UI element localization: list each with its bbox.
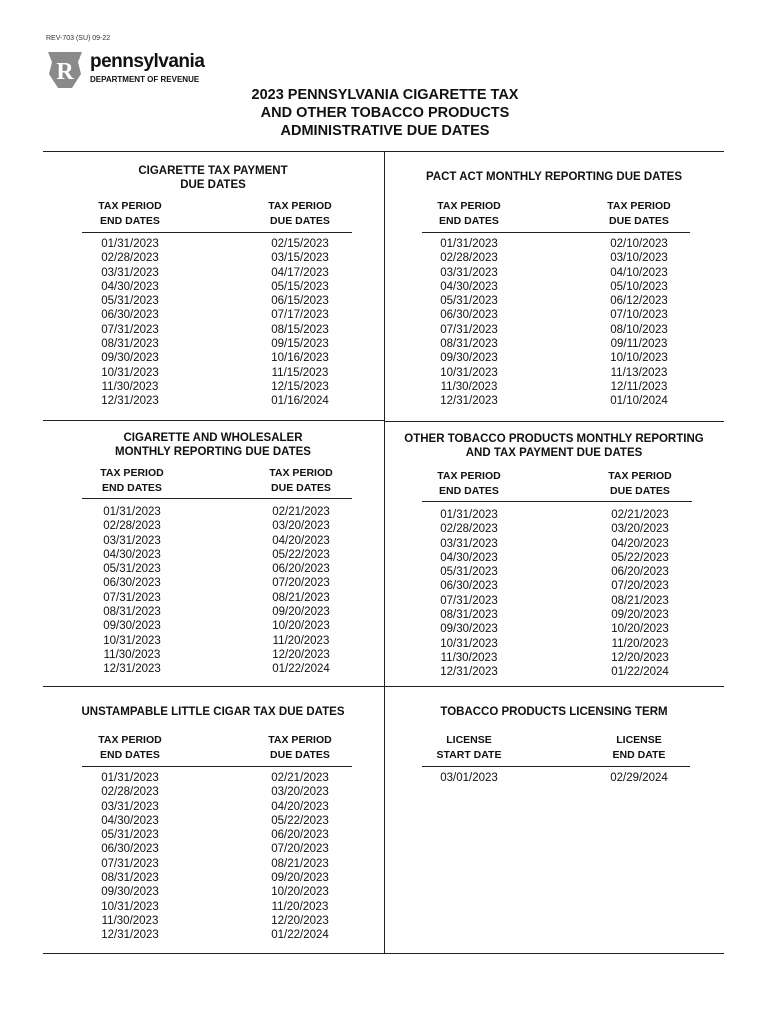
- date-cell: 05/22/2023: [271, 814, 329, 827]
- date-cell: 04/17/2023: [271, 266, 329, 279]
- right-date-list: [585, 508, 695, 680]
- date-cell: 02/21/2023: [611, 509, 669, 521]
- column-header-rule: [82, 232, 352, 233]
- section-title-line: DUE DATES: [180, 179, 246, 191]
- date-cell: 08/21/2023: [272, 591, 330, 604]
- column-header-line: LICENSE: [616, 734, 662, 746]
- divider-vertical: [384, 151, 385, 953]
- date-cell: 01/31/2023: [440, 509, 498, 521]
- section-title-line: UNSTAMPABLE LITTLE CIGAR TAX DUE DATES: [81, 706, 345, 718]
- little-cigar-section-title: [43, 705, 383, 719]
- column-header-line: TAX PERIOD: [268, 200, 332, 212]
- date-cell: 12/11/2023: [610, 380, 668, 393]
- section-title-line: PACT ACT MONTHLY REPORTING DUE DATES: [426, 171, 682, 183]
- date-cell: 11/30/2023: [103, 648, 161, 661]
- date-cell: 10/16/2023: [271, 352, 329, 365]
- right-date-list: [584, 771, 694, 785]
- date-cell: 06/30/2023: [103, 577, 161, 590]
- left-column-header: [75, 199, 185, 229]
- date-cell: 10/20/2023: [271, 886, 329, 899]
- date-cell: 03/15/2023: [271, 252, 329, 265]
- date-cell: 09/11/2023: [610, 338, 668, 351]
- date-cell: 07/20/2023: [271, 843, 329, 856]
- left-column-header: [75, 733, 185, 763]
- column-header-line: DUE DATES: [271, 482, 331, 494]
- date-cell: 03/20/2023: [271, 786, 329, 799]
- date-cell: 04/30/2023: [440, 280, 498, 293]
- date-cell: 07/17/2023: [271, 309, 329, 322]
- date-cell: 10/31/2023: [101, 900, 159, 913]
- date-cell: 11/30/2023: [440, 380, 498, 393]
- date-cell: 02/28/2023: [101, 252, 159, 265]
- section-title-line: TOBACCO PRODUCTS LICENSING TERM: [440, 706, 668, 718]
- date-cell: 06/30/2023: [101, 843, 159, 856]
- section-title-line: CIGARETTE AND WHOLESALER: [123, 432, 303, 444]
- column-header-line: TAX PERIOD: [98, 734, 162, 746]
- column-header-line: END DATE: [612, 749, 666, 761]
- column-header-line: END DATES: [100, 215, 160, 227]
- logo-department: DEPARTMENT OF REVENUE: [90, 75, 200, 84]
- date-cell: 01/22/2024: [272, 663, 330, 676]
- right-column-header: [245, 733, 355, 763]
- column-header-line: LICENSE: [446, 734, 492, 746]
- svg-text:R: R: [56, 59, 74, 85]
- date-cell: 11/20/2023: [272, 634, 330, 647]
- date-cell: 06/15/2023: [271, 295, 329, 308]
- right-column-header: [585, 469, 695, 499]
- column-header-line: DUE DATES: [609, 215, 669, 227]
- date-cell: 09/30/2023: [440, 623, 498, 636]
- date-cell: 03/31/2023: [103, 534, 161, 547]
- date-cell: 02/15/2023: [271, 238, 329, 250]
- column-header-line: TAX PERIOD: [268, 734, 332, 746]
- page-title: [0, 86, 770, 140]
- column-header-rule: [422, 501, 692, 502]
- date-cell: 08/31/2023: [440, 609, 498, 622]
- date-cell: 07/31/2023: [101, 323, 159, 336]
- date-cell: 08/21/2023: [611, 594, 669, 607]
- date-cell: 12/31/2023: [101, 929, 159, 942]
- date-cell: 05/22/2023: [611, 551, 669, 564]
- divider-left-mid1: [43, 420, 384, 421]
- date-cell: 08/31/2023: [103, 606, 161, 619]
- date-cell: 07/20/2023: [611, 580, 669, 593]
- column-header-line: TAX PERIOD: [607, 200, 671, 212]
- date-cell: 01/10/2024: [610, 395, 668, 408]
- date-cell: 09/15/2023: [271, 338, 329, 351]
- column-header-line: END DATES: [439, 215, 499, 227]
- date-cell: 02/28/2023: [440, 252, 498, 265]
- logo-wordmark: pennsylvania: [90, 51, 205, 72]
- date-cell: 02/21/2023: [271, 772, 329, 784]
- otp-section-title: [384, 432, 724, 460]
- left-date-list: [414, 771, 524, 785]
- date-cell: 10/31/2023: [103, 634, 161, 647]
- pact-section-title: [384, 170, 724, 184]
- date-cell: 07/10/2023: [610, 309, 668, 322]
- date-cell: 04/20/2023: [611, 537, 669, 550]
- date-cell: 07/31/2023: [440, 323, 498, 336]
- date-cell: 09/30/2023: [101, 352, 159, 365]
- left-date-list: [75, 237, 185, 409]
- left-column-header: [414, 199, 524, 229]
- right-column-header: [245, 199, 355, 229]
- date-cell: 10/10/2023: [610, 352, 668, 365]
- date-cell: 09/20/2023: [272, 606, 330, 619]
- date-cell: 04/30/2023: [103, 548, 161, 561]
- date-cell: 12/15/2023: [271, 380, 329, 393]
- date-cell: 04/30/2023: [101, 280, 159, 293]
- column-header-rule: [82, 498, 352, 499]
- date-cell: 02/28/2023: [101, 786, 159, 799]
- date-cell: 08/31/2023: [101, 338, 159, 351]
- date-cell: 01/22/2024: [611, 666, 669, 679]
- date-cell: 06/12/2023: [610, 295, 668, 308]
- cig-wholesaler-section-title: [43, 431, 383, 459]
- title-line-1: 2023 PENNSYLVANIA CIGARETTE TAX: [251, 87, 519, 103]
- section-title-line: AND TAX PAYMENT DUE DATES: [465, 447, 643, 459]
- title-line-2: AND OTHER TOBACCO PRODUCTS: [260, 105, 510, 121]
- section-title-line: MONTHLY REPORTING DUE DATES: [115, 446, 311, 458]
- date-cell: 06/20/2023: [271, 829, 329, 842]
- date-cell: 11/30/2023: [101, 380, 159, 393]
- date-cell: 12/31/2023: [101, 395, 159, 408]
- date-cell: 11/30/2023: [440, 651, 498, 664]
- column-header-rule: [422, 232, 690, 233]
- date-cell: 09/20/2023: [611, 609, 669, 622]
- date-cell: 03/31/2023: [440, 266, 498, 279]
- date-cell: 05/10/2023: [610, 280, 668, 293]
- column-header-line: TAX PERIOD: [269, 467, 333, 479]
- date-cell: 04/20/2023: [271, 800, 329, 813]
- date-cell: 10/31/2023: [440, 366, 498, 379]
- section-title-line: OTHER TOBACCO PRODUCTS MONTHLY REPORTING: [404, 433, 704, 445]
- left-column-header: [77, 466, 187, 496]
- column-header-line: DUE DATES: [270, 215, 330, 227]
- column-header-line: TAX PERIOD: [437, 200, 501, 212]
- date-cell: 09/30/2023: [103, 620, 161, 633]
- date-cell: 03/01/2023: [440, 772, 498, 784]
- date-cell: 05/22/2023: [272, 548, 330, 561]
- column-header-line: START DATE: [436, 749, 502, 761]
- date-cell: 03/31/2023: [101, 800, 159, 813]
- date-cell: 07/31/2023: [101, 857, 159, 870]
- date-cell: 04/10/2023: [610, 266, 668, 279]
- column-header-line: DUE DATES: [270, 749, 330, 761]
- date-cell: 02/29/2024: [610, 772, 668, 784]
- date-cell: 05/31/2023: [101, 295, 159, 308]
- date-cell: 05/31/2023: [440, 566, 498, 579]
- date-cell: 03/31/2023: [440, 537, 498, 550]
- date-cell: 09/30/2023: [440, 352, 498, 365]
- column-header-line: DUE DATES: [610, 485, 670, 497]
- left-column-header: [414, 469, 524, 499]
- column-header-line: TAX PERIOD: [98, 200, 162, 212]
- date-cell: 01/31/2023: [101, 772, 159, 784]
- date-cell: 07/31/2023: [103, 591, 161, 604]
- date-cell: 12/20/2023: [271, 914, 329, 927]
- column-header-rule: [422, 766, 690, 767]
- date-cell: 01/22/2024: [271, 929, 329, 942]
- right-column-header: [246, 466, 356, 496]
- column-header-line: TAX PERIOD: [100, 467, 164, 479]
- date-cell: 08/10/2023: [610, 323, 668, 336]
- right-date-list: [245, 237, 355, 409]
- date-cell: 05/15/2023: [271, 280, 329, 293]
- pa-revenue-logo: [46, 50, 216, 90]
- left-date-list: [414, 508, 524, 680]
- date-cell: 06/30/2023: [101, 309, 159, 322]
- divider-bottom: [43, 953, 724, 954]
- date-cell: 01/31/2023: [103, 506, 161, 518]
- date-cell: 11/20/2023: [271, 900, 329, 913]
- date-cell: 01/31/2023: [440, 238, 498, 250]
- date-cell: 02/21/2023: [272, 506, 330, 518]
- date-cell: 04/30/2023: [440, 551, 498, 564]
- date-cell: 02/10/2023: [610, 238, 668, 250]
- date-cell: 04/30/2023: [101, 814, 159, 827]
- form-id: REV-703 (SU) 09-22: [46, 35, 111, 42]
- licensing-section-title: [384, 705, 724, 719]
- date-cell: 12/31/2023: [440, 395, 498, 408]
- date-cell: 06/20/2023: [611, 566, 669, 579]
- date-cell: 06/20/2023: [272, 563, 330, 576]
- left-column-header: [414, 733, 524, 763]
- right-date-list: [584, 237, 694, 409]
- column-header-line: END DATES: [102, 482, 162, 494]
- date-cell: 10/31/2023: [440, 637, 498, 650]
- left-date-list: [77, 505, 187, 677]
- column-header-line: END DATES: [439, 485, 499, 497]
- cig-payment-section-title: [43, 164, 383, 192]
- date-cell: 12/31/2023: [440, 666, 498, 679]
- left-date-list: [414, 237, 524, 409]
- keystone-logo-icon: [46, 50, 84, 90]
- section-title-line: CIGARETTE TAX PAYMENT: [138, 165, 288, 177]
- date-cell: 10/20/2023: [611, 623, 669, 636]
- divider-right-mid1: [384, 421, 724, 422]
- column-header-line: END DATES: [100, 749, 160, 761]
- date-cell: 01/16/2024: [271, 395, 329, 408]
- date-cell: 07/20/2023: [272, 577, 330, 590]
- date-cell: 03/31/2023: [101, 266, 159, 279]
- date-cell: 01/31/2023: [101, 238, 159, 250]
- date-cell: 08/31/2023: [440, 338, 498, 351]
- date-cell: 04/20/2023: [272, 534, 330, 547]
- right-date-list: [245, 771, 355, 943]
- right-column-header: [584, 733, 694, 763]
- date-cell: 11/20/2023: [611, 637, 669, 650]
- date-cell: 05/31/2023: [440, 295, 498, 308]
- date-cell: 12/20/2023: [272, 648, 330, 661]
- right-date-list: [246, 505, 356, 677]
- column-header-line: TAX PERIOD: [437, 470, 501, 482]
- column-header-line: TAX PERIOD: [608, 470, 672, 482]
- date-cell: 10/31/2023: [101, 366, 159, 379]
- date-cell: 02/28/2023: [440, 523, 498, 536]
- date-cell: 03/10/2023: [610, 252, 668, 265]
- left-date-list: [75, 771, 185, 943]
- date-cell: 02/28/2023: [103, 520, 161, 533]
- date-cell: 08/31/2023: [101, 872, 159, 885]
- date-cell: 09/20/2023: [271, 872, 329, 885]
- title-line-3: ADMINISTRATIVE DUE DATES: [280, 123, 490, 139]
- date-cell: 05/31/2023: [101, 829, 159, 842]
- date-cell: 12/31/2023: [103, 663, 161, 676]
- date-cell: 06/30/2023: [440, 309, 498, 322]
- date-cell: 08/15/2023: [271, 323, 329, 336]
- column-header-rule: [82, 766, 352, 767]
- date-cell: 11/15/2023: [271, 366, 329, 379]
- date-cell: 10/20/2023: [272, 620, 330, 633]
- date-cell: 11/30/2023: [101, 914, 159, 927]
- date-cell: 03/20/2023: [611, 523, 669, 536]
- date-cell: 12/20/2023: [611, 651, 669, 664]
- right-column-header: [584, 199, 694, 229]
- date-cell: 05/31/2023: [103, 563, 161, 576]
- date-cell: 07/31/2023: [440, 594, 498, 607]
- date-cell: 09/30/2023: [101, 886, 159, 899]
- date-cell: 11/13/2023: [610, 366, 668, 379]
- date-cell: 08/21/2023: [271, 857, 329, 870]
- date-cell: 06/30/2023: [440, 580, 498, 593]
- date-cell: 03/20/2023: [272, 520, 330, 533]
